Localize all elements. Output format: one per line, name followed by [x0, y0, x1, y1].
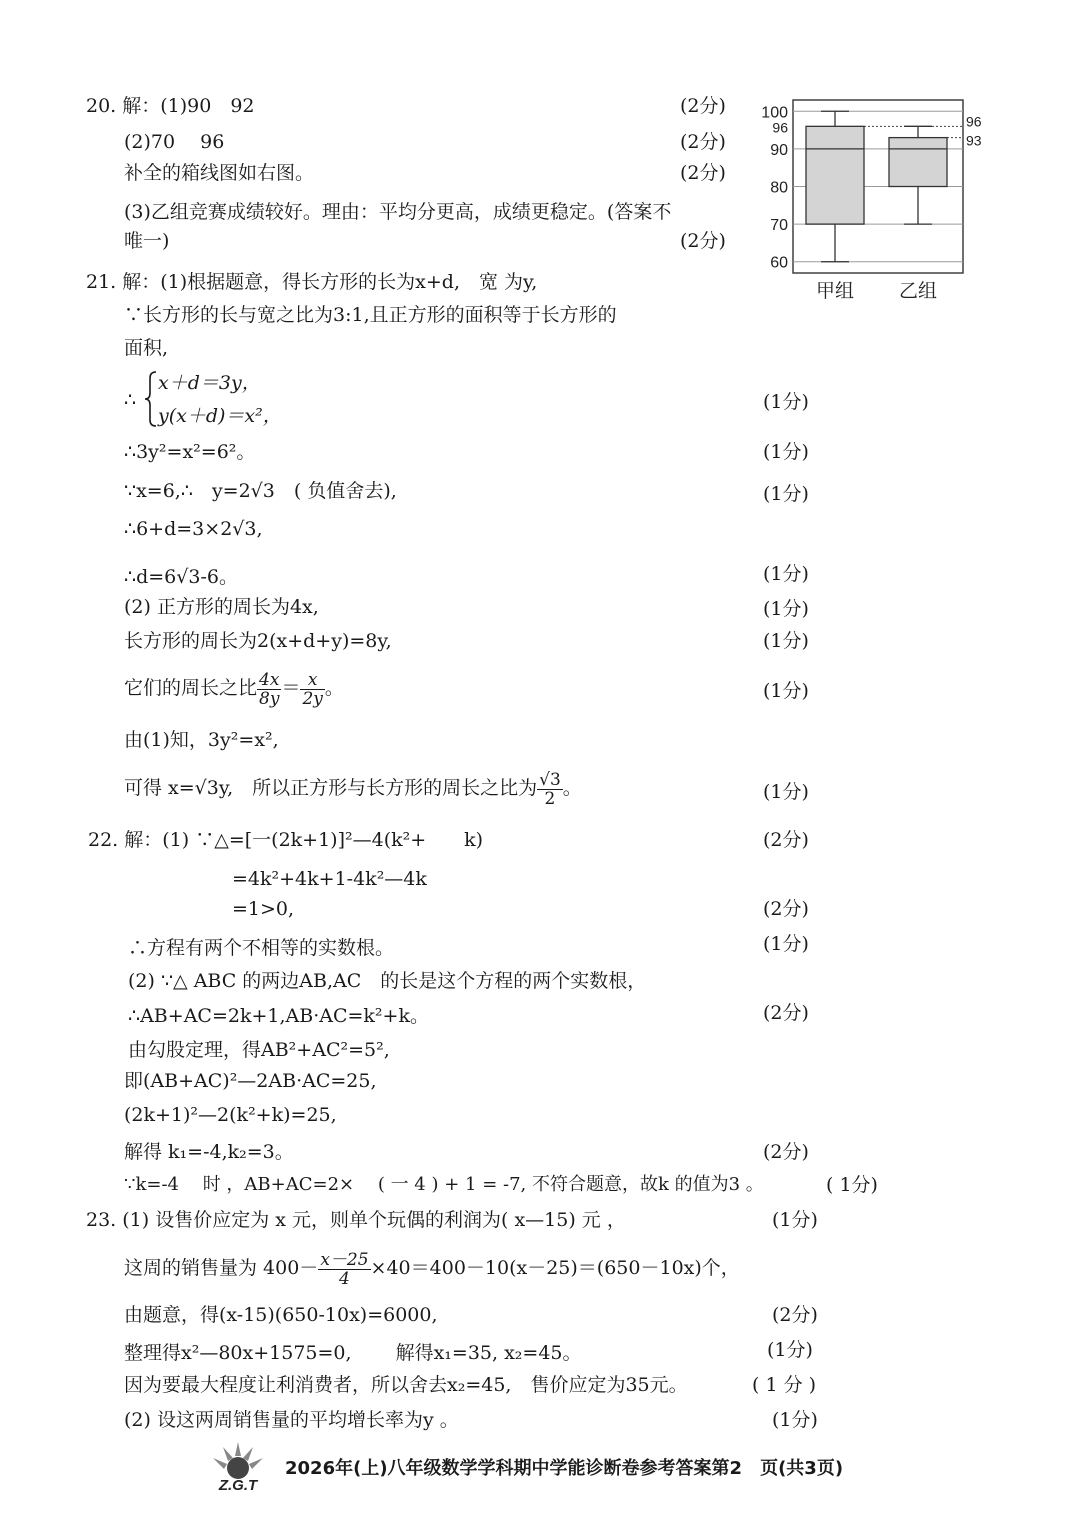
period: 。: [562, 777, 582, 799]
q22-score-1: (2分): [763, 829, 809, 851]
q21-line-11: [124, 668, 344, 708]
logo-text: Z.G.T: [218, 1477, 258, 1494]
equation-brace: [144, 370, 158, 428]
q21-score-8: (1分): [763, 563, 809, 585]
q22-line-9: (2k+1)²—2(k²+k)=25,: [124, 1104, 337, 1126]
q22-line-6: ∴AB+AC=2k+1,AB·AC=k²+k。: [128, 1005, 429, 1027]
q22-line-2: =4k²+4k+1-4k²—4k: [232, 868, 427, 890]
q21-line-9: (2) 正方形的周长为4x,: [124, 596, 319, 618]
q23-score-3: (2分): [772, 1304, 818, 1326]
q21-score-10: (1分): [763, 630, 809, 652]
q22-score-4: (1分): [763, 933, 809, 955]
q23-score-5: ( 1 分 ): [752, 1374, 817, 1396]
q22-line-3: =1>0,: [232, 898, 295, 920]
fraction-denominator: 2y: [302, 688, 323, 709]
category-label: 乙组: [898, 281, 938, 302]
q22-score-6: (2分): [763, 1002, 809, 1024]
equals-sign: ＝: [281, 677, 301, 699]
therefore-symbol: ∴: [124, 389, 137, 411]
y-tick-label: 60: [770, 254, 788, 272]
fraction-4x-8y: [257, 671, 281, 708]
zgt-logo-icon: [205, 1438, 271, 1494]
fraction-x25-4: [318, 1251, 370, 1288]
q22-score-10: (2分): [763, 1141, 809, 1163]
q21-line-8: ∴d=6√3-6。: [124, 566, 238, 588]
right-value-label: 96: [966, 113, 982, 130]
fraction-denominator: 2: [544, 788, 556, 809]
box-plot-chart: [755, 96, 980, 306]
q21-line-6: ∵x=6,∴ y=2√3 ( 负值舍去),: [124, 480, 397, 502]
y-tick-label: 90: [770, 141, 788, 159]
fraction-numerator: √3: [539, 769, 561, 790]
q21-line-7: ∴6+d=3×2√3,: [124, 518, 263, 540]
sales-volume-text: 这周的销售量为 400－: [124, 1257, 319, 1279]
q22-line-4: ∴方程有两个不相等的实数根。: [128, 937, 395, 959]
q21-line-3: 面积,: [124, 337, 169, 359]
box: [889, 138, 947, 187]
q23-line-4: 整理得x²—80x+1575=0, 解得x₁=35, x₂=45。: [124, 1342, 582, 1364]
q21-line-5: ∴3y²=x²=6²。: [124, 441, 256, 463]
q20-score-3: (2分): [680, 162, 726, 184]
q23-line-1: 23. (1) 设售价应定为 x 元，则单个玩偶的利润为( x—15) 元 ，: [86, 1209, 626, 1231]
equation-system-1: x＋d＝3y，: [158, 372, 261, 394]
q22-score-11: ( 1分): [826, 1174, 878, 1196]
q20-line-4: (3)乙组竞赛成绩较好。理由：平均分更高，成绩更稳定。(答案不: [124, 201, 672, 223]
q21-line-13: [124, 765, 582, 811]
page-footer: 2026年(上)八年级数学学科期中学能诊断卷参考答案第2 页(共3页): [285, 1458, 844, 1479]
q23-line-5: 因为要最大程度让利消费者，所以舍去x₂=45, 售价应定为35元。: [124, 1374, 688, 1396]
q20-line-5: 唯一): [124, 230, 170, 252]
q23-score-1: (1分): [772, 1209, 818, 1231]
sales-volume-expression: ×40＝400－10(x－25)＝(650－10x)个，: [370, 1257, 740, 1279]
q21-score-4: (1分): [763, 391, 809, 413]
q20-line-2: (2)70 96: [124, 131, 225, 153]
fraction-root3-2: [537, 771, 563, 808]
y-tick-label: 100: [761, 104, 788, 122]
q21-line-2: ∵长方形的长与宽之比为3:1,且正方形的面积等于长方形的: [124, 304, 617, 326]
q23-score-6: (1分): [772, 1409, 818, 1431]
box: [806, 126, 864, 224]
q23-line-6: (2) 设这两周销售量的平均增长率为y 。: [124, 1409, 459, 1431]
q21-score-9: (1分): [763, 598, 809, 620]
q22-line-1: 22. 解：(1) ∵△=[一(2k+1)]²—4(k²+ k): [88, 829, 484, 851]
fraction-x-2y: [300, 671, 324, 708]
q23-line-2: [124, 1245, 740, 1291]
period: 。: [324, 677, 344, 699]
y-tick-label: 70: [770, 217, 788, 235]
y-tick-label: 80: [770, 179, 788, 197]
equation-system-2: y(x＋d)＝x²，: [158, 405, 282, 427]
q22-line-11: ∵k=-4 时 ，AB+AC=2× ( 一 4 ) + 1 = -7, 不符合题意，故k 的值为3 。: [124, 1174, 764, 1195]
conclusion-text: 可得 x=√3y, 所以正方形与长方形的周长之比为: [124, 777, 538, 799]
q23-score-4: (1分): [767, 1339, 813, 1361]
q21-score-11: (1分): [763, 680, 809, 702]
q21-score-13: (1分): [763, 781, 809, 803]
q21-line-10: 长方形的周长为2(x+d+y)=8y,: [124, 630, 392, 652]
q22-score-3: (2分): [763, 898, 809, 920]
q21-line-1: 21. 解：(1)根据题意，得长方形的长为x+d, 宽 为y,: [86, 271, 538, 293]
q22-line-8: 即(AB+AC)²—2AB·AC=25,: [124, 1070, 377, 1092]
q21-score-6: (1分): [763, 483, 809, 505]
q22-line-10: 解得 k₁=-4,k₂=3。: [124, 1141, 294, 1163]
fraction-denominator: 4: [339, 1268, 350, 1289]
q23-line-3: 由题意，得(x-15)(650-10x)=6000,: [124, 1304, 438, 1326]
q21-line-12: 由(1)知，3y²=x²,: [124, 729, 279, 751]
y-tick-label: 96: [772, 119, 788, 136]
right-value-label: 93: [966, 132, 982, 149]
q22-line-5: (2) ∵△ ABC 的两边AB,AC 的长是这个方程的两个实数根，: [128, 970, 647, 992]
q20-score-1: (2分): [680, 95, 726, 117]
fraction-numerator: 4x: [257, 671, 281, 690]
fraction-denominator: 8y: [259, 688, 280, 709]
q20-line-1: 20. 解：(1)90 92: [86, 95, 255, 117]
fraction-numerator: x: [300, 671, 324, 690]
q22-line-7: 由勾股定理，得AB²+AC²=5²,: [128, 1039, 390, 1061]
q21-score-5: (1分): [763, 441, 809, 463]
q20-line-3: 补全的箱线图如右图。: [124, 162, 315, 184]
q20-score-5: (2分): [680, 230, 726, 252]
category-label: 甲组: [815, 281, 855, 302]
fraction-numerator: x－25: [320, 1249, 369, 1270]
perimeter-ratio-text: 它们的周长之比: [124, 677, 258, 699]
q20-score-2: (2分): [680, 131, 726, 153]
